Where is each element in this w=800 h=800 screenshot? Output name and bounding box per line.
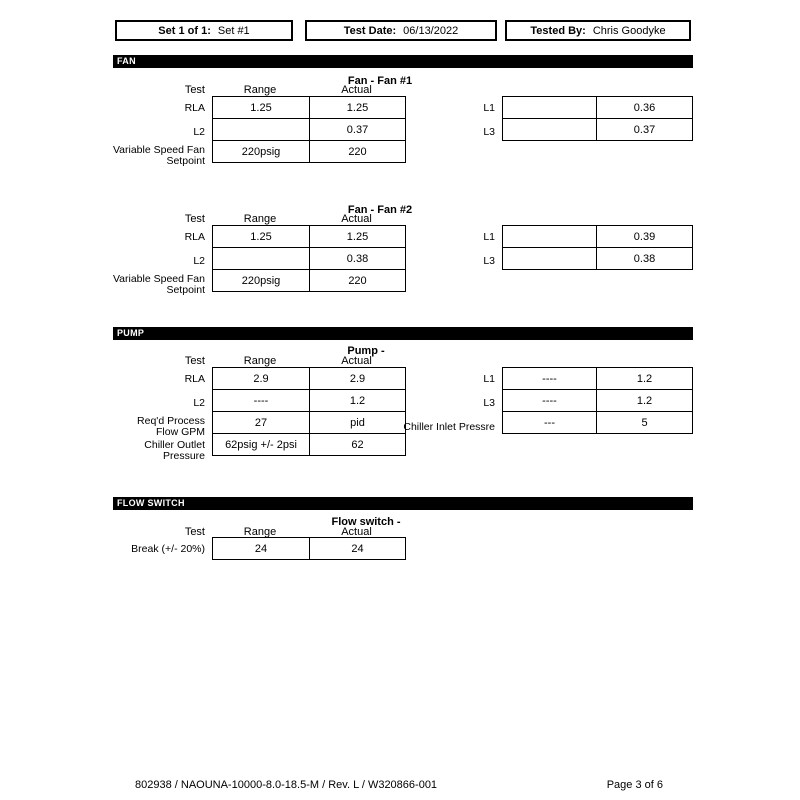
table-row	[213, 390, 406, 412]
row-label: Variable Speed Fan Setpoint	[112, 273, 205, 296]
row-label: Break (+/- 20%)	[131, 542, 205, 555]
table-row	[213, 141, 406, 163]
table-row	[503, 119, 693, 141]
range-cell: ----	[503, 368, 597, 390]
table-row	[213, 248, 406, 270]
section-bar-pump: PUMP	[113, 327, 693, 340]
range-cell: 220psig	[213, 141, 310, 163]
fan1-test-header: Test	[184, 84, 205, 96]
actual-cell: 220	[310, 141, 406, 163]
table-row	[503, 226, 693, 248]
range-cell: 27	[213, 412, 310, 434]
table-row	[213, 97, 406, 119]
fan2-row-labels	[112, 225, 209, 297]
row-label: Chiller Outlet Pressure	[144, 439, 205, 462]
table-row	[213, 538, 406, 560]
footer-document-id: 802938 / NAOUNA-10000-8.0-18.5-M / Rev. L / W320866-001	[135, 779, 438, 791]
range-cell	[503, 119, 597, 141]
fan1-side-labels	[387, 96, 499, 144]
range-cell: 2.9	[213, 368, 310, 390]
range-cell: 220psig	[213, 270, 310, 292]
table-row	[213, 119, 406, 141]
tested-by-label: Tested By:	[530, 24, 586, 37]
flow-range-header: Range	[243, 526, 277, 538]
actual-cell: 1.2	[310, 390, 406, 412]
pump-side-table	[502, 367, 693, 434]
row-label: RLA	[184, 372, 205, 385]
value-cell: 0.37	[597, 119, 693, 141]
pump-table	[212, 367, 406, 456]
actual-cell: 2.9	[310, 368, 406, 390]
row-label: L3	[483, 254, 495, 267]
table-row	[213, 270, 406, 292]
pump-title: Pump -	[347, 345, 385, 357]
pump-row-labels	[112, 367, 209, 463]
actual-cell: 1.25	[310, 226, 406, 248]
row-label: RLA	[184, 230, 205, 243]
range-cell	[213, 248, 310, 270]
range-cell: ----	[503, 390, 597, 412]
table-row	[213, 412, 406, 434]
table-row	[503, 368, 693, 390]
value-cell: 1.2	[597, 368, 693, 390]
row-label: L2	[193, 396, 205, 409]
fan1-table	[212, 96, 406, 163]
value-cell: 5	[597, 412, 693, 434]
fan1-row-labels	[112, 96, 209, 168]
value-cell: 0.36	[597, 97, 693, 119]
table-row	[503, 412, 693, 434]
table-row	[213, 368, 406, 390]
actual-cell: pid	[310, 412, 406, 434]
row-label: L3	[483, 125, 495, 138]
pump-range-header: Range	[243, 355, 277, 367]
fan2-table	[212, 225, 406, 292]
fan1-range-header: Range	[243, 84, 277, 96]
row-label: L2	[193, 254, 205, 267]
range-cell	[503, 226, 597, 248]
range-cell	[503, 248, 597, 270]
fan2-range-header: Range	[243, 213, 277, 225]
range-cell: ---	[503, 412, 597, 434]
pump-test-header: Test	[184, 355, 205, 367]
tested-by-value: Chris Goodyke	[592, 24, 666, 37]
value-cell: 0.38	[597, 248, 693, 270]
flow-actual-header: Actual	[341, 526, 372, 538]
range-cell: 1.25	[213, 226, 310, 248]
range-cell	[213, 119, 310, 141]
actual-cell: 1.25	[310, 97, 406, 119]
range-cell: 24	[213, 538, 310, 560]
set-label: Set 1 of 1:	[158, 24, 211, 37]
footer-page-number: Page 3 of 6	[606, 779, 663, 791]
range-cell: ----	[213, 390, 310, 412]
section-bar-fan: FAN	[113, 55, 693, 68]
pump-side-labels	[387, 367, 499, 439]
row-label: Req'd Process Flow GPM	[137, 415, 205, 438]
fan1-title: Fan - Fan #1	[347, 75, 413, 87]
fan2-title: Fan - Fan #2	[347, 204, 413, 216]
row-label: L1	[483, 372, 495, 385]
table-row	[503, 390, 693, 412]
row-label: L1	[483, 101, 495, 114]
fan2-side-labels	[387, 225, 499, 273]
pump-actual-header: Actual	[341, 355, 372, 367]
tested-by-box	[505, 20, 691, 41]
flow-row-labels	[112, 537, 209, 561]
range-cell: 1.25	[213, 97, 310, 119]
fan1-side-table	[502, 96, 693, 141]
set-info-box	[115, 20, 293, 41]
flow-switch-title: Flow switch -	[331, 516, 401, 528]
row-label: L2	[193, 125, 205, 138]
fan1-actual-header: Actual	[341, 84, 372, 96]
row-label: Chiller Inlet Pressre	[403, 420, 495, 433]
actual-cell: 0.37	[310, 119, 406, 141]
range-cell: 62psig +/- 2psi	[213, 434, 310, 456]
actual-cell: 24	[310, 538, 406, 560]
flow-switch-table	[212, 537, 406, 560]
test-date-value: 06/13/2022	[403, 24, 459, 37]
section-bar-flow-switch: FLOW SWITCH	[113, 497, 693, 510]
value-cell: 0.39	[597, 226, 693, 248]
row-label: RLA	[184, 101, 205, 114]
row-label: Variable Speed Fan Setpoint	[112, 144, 205, 167]
set-value: Set #1	[217, 24, 250, 37]
fan2-side-table	[502, 225, 693, 270]
actual-cell: 62	[310, 434, 406, 456]
fan2-test-header: Test	[184, 213, 205, 225]
table-row	[503, 97, 693, 119]
table-row	[213, 434, 406, 456]
flow-test-header: Test	[184, 526, 205, 538]
fan2-actual-header: Actual	[341, 213, 372, 225]
row-label: L3	[483, 396, 495, 409]
actual-cell: 220	[310, 270, 406, 292]
table-row	[503, 248, 693, 270]
value-cell: 1.2	[597, 390, 693, 412]
table-row	[213, 226, 406, 248]
row-label: L1	[483, 230, 495, 243]
actual-cell: 0.38	[310, 248, 406, 270]
test-date-label: Test Date:	[343, 24, 397, 37]
test-date-box	[305, 20, 497, 41]
range-cell	[503, 97, 597, 119]
